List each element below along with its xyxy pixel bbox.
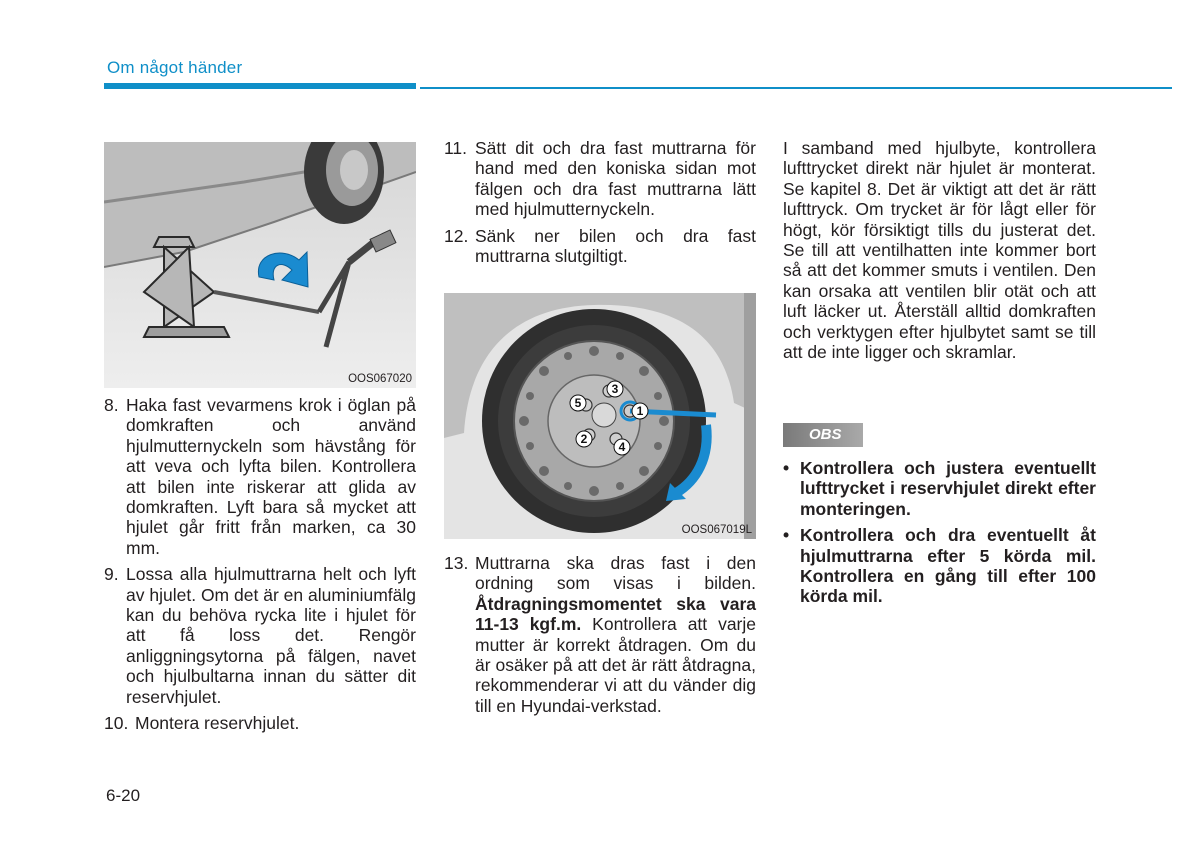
bullet-text: Kontrollera och dra eventuellt åt hjulmuttrarna efter 5 körda mil. Kontrollera en gång till efter 100 körda mil. — [800, 525, 1096, 607]
nut-label-5: 5 — [574, 396, 582, 410]
step-text: Haka fast vevarmens krok i öglan på domkraften och använd hjulmutternyckeln som hävstång för att veva och lyfta bilen. Kontrollera att bilen inte riskerar att glida av domkraften. Lyft bara så mycket att hjulet går fritt från marken, ca 30 mm. — [126, 395, 416, 558]
step-13 — [444, 553, 756, 716]
step-10 — [104, 713, 416, 733]
jack-illustration — [104, 142, 416, 388]
bullet-dot: • — [783, 525, 790, 546]
step-text: Montera reservhjulet. — [135, 713, 300, 734]
column-1 — [104, 395, 416, 734]
step-number: 12. — [444, 225, 469, 246]
step-number: 13. — [444, 553, 469, 573]
notice-list — [783, 458, 1096, 607]
nut-label-1: 1 — [636, 404, 644, 418]
step-text: Sänk ner bilen och dra fast muttrarna slutgiltigt. — [475, 225, 756, 267]
column-2-top — [444, 138, 756, 266]
header-rule-thin — [420, 87, 1172, 89]
step-9 — [104, 564, 416, 707]
bullet-text: Kontrollera och justera eventuellt lufttrycket i reservhjulet direkt efter monteringen. — [800, 458, 1096, 519]
step-text: Lossa alla hjulmuttrarna helt och lyft av hjulet. Om det är en aluminiumfälg kan du behöva rycka lite i hjulet för att få loss det. Rengör anliggningsytorna på fälgen, navet och hjulbultarna innan du sätter dit reservhjulet. — [126, 564, 416, 707]
nut-label-3: 3 — [611, 382, 619, 396]
nut-label-4: 4 — [618, 440, 626, 454]
page-number: 6-20 — [106, 786, 141, 805]
notice-bullet — [783, 525, 1096, 607]
step-number: 9. — [104, 564, 119, 585]
step-11 — [444, 138, 756, 220]
bullet-dot: • — [783, 458, 790, 478]
notice-bullet — [783, 458, 1096, 519]
step-text: Muttrarna ska dras fast i den ordning som visas i bilden. — [475, 553, 756, 594]
header-rule-thick — [104, 83, 416, 89]
step-text-cont: Kontrollera att varje mutter är korrekt åtdragen. Om du är osäker på att det är rätt åtdragna, rekommenderar vi att du vänder dig till en Hyundai-verkstad. — [475, 614, 756, 716]
step-number: 10. — [104, 713, 129, 734]
step-12 — [444, 226, 756, 267]
column-3 — [783, 138, 1096, 362]
section-title: Om något händer — [107, 58, 243, 77]
step-number: 11. — [444, 138, 468, 158]
step-8 — [104, 395, 416, 558]
notice-label: OBS — [783, 423, 863, 447]
nut-label-2: 2 — [580, 432, 588, 446]
column-2-bottom — [444, 553, 756, 716]
tire-pressure-paragraph: I samband med hjulbyte, kontrollera lufttrycket direkt när hjulet är monterat. Se kapitel 8. Det är viktigt att det är rätt lufttryck. Om trycket är för lågt eller för högt, kör försiktigt tills du justerat det. Se till att ventilhatten inte kommer bort så att det kommer smuts i ventilen. Den kan orsaka att ventilen blir otät och att luft läcker ut. Återställ alltid domkraften och verktygen efter hjulbytet samt se till att de inte ligger och skramlar. — [783, 138, 1096, 363]
step-text: Sätt dit och dra fast muttrarna för hand med den koniska sidan mot fälgen och dra fast muttrarna lätt med hjulmutternyckeln. — [475, 138, 756, 220]
wheel-nut-order-illustration — [444, 293, 756, 539]
step-number: 8. — [104, 395, 119, 415]
torque-spec: Åtdragningsmomentet ska vara 11-13 kgf.m. — [475, 593, 756, 635]
figure-code: OOS067020 — [348, 373, 412, 385]
figure-code: OOS067019L — [681, 524, 752, 536]
